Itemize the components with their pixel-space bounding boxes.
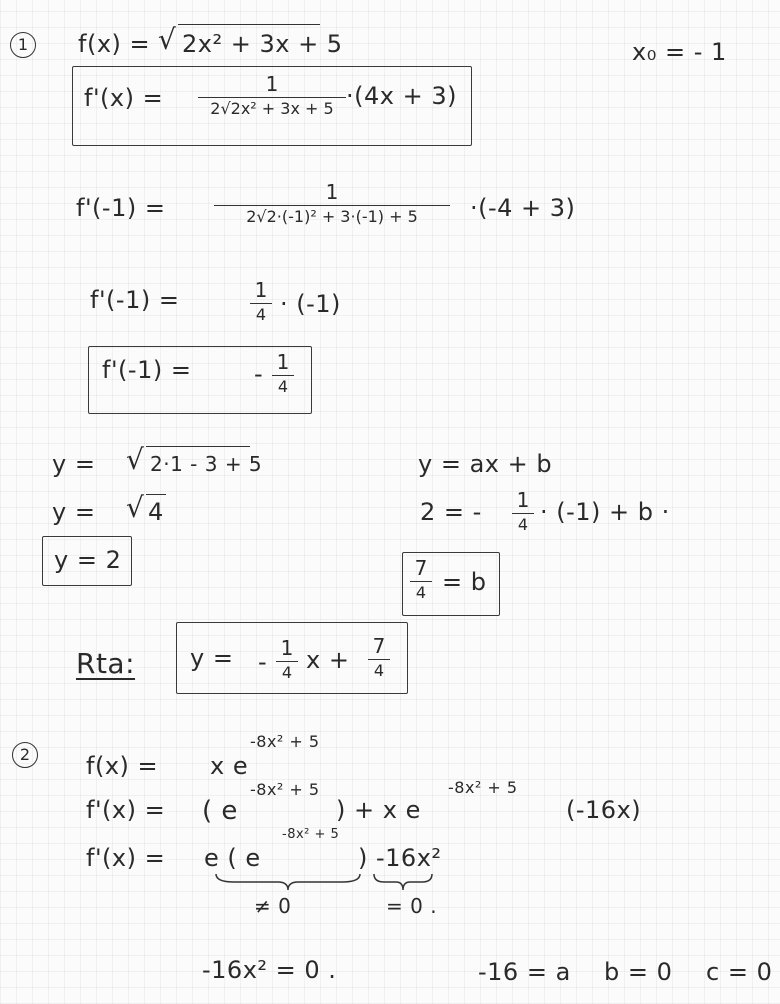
answer-intercept-fraction (368, 636, 390, 679)
fraction-line (368, 659, 390, 660)
factored-term-a: e ( e (204, 844, 261, 872)
simplified-denominator: 4 (255, 305, 267, 324)
b-rest: = b (442, 568, 487, 596)
derivative-fraction (198, 74, 346, 117)
x0-value: x₀ = - 1 (632, 38, 727, 66)
underbrace-left (214, 872, 362, 892)
slope-lhs: f'(-1) = (102, 356, 192, 384)
problem-1-number: 1 (10, 32, 36, 58)
line-equation: y = ax + b (418, 450, 553, 478)
sqrt-symbol: √ (126, 443, 145, 476)
coefficient-c: c = 0 (706, 958, 773, 986)
factored-term-a-exponent: -8x² + 5 (282, 827, 340, 842)
eval-lhs: f'(-1) = (76, 194, 166, 222)
answer-sign: - (258, 648, 268, 676)
answer-slope-numerator: 1 (280, 636, 294, 660)
fraction-line (512, 513, 534, 514)
equals-zero-label: = 0 . (386, 894, 438, 918)
b-numerator: 7 (414, 556, 428, 580)
derivative2-term-c: (-16x) (566, 796, 642, 824)
factored-lhs: f'(x) = (86, 844, 166, 872)
function2-lhs: f(x) = (86, 752, 159, 780)
problem-2-number: 2 (12, 742, 38, 768)
substitution-lhs: 2 = - (420, 498, 482, 526)
simplified-fraction (250, 280, 272, 323)
simplified-numerator: 1 (254, 278, 268, 302)
fraction-line (410, 581, 432, 582)
coefficient-b: b = 0 (604, 958, 673, 986)
fraction-line (272, 375, 294, 376)
answer-mid: x + (306, 646, 350, 674)
fraction-line (198, 97, 346, 98)
sqrt-symbol: √ (126, 491, 145, 524)
answer-label: Rta: (76, 647, 136, 680)
fraction-line (214, 205, 450, 206)
factored-term-c: -16x² (376, 844, 442, 872)
y-line-1-lhs: y = (52, 450, 96, 478)
underbrace-right (372, 872, 434, 892)
y-line-1-radicand: 2·1 - 3 + 5 (150, 452, 263, 476)
substitution-fraction (512, 490, 534, 533)
answer-slope-fraction (276, 638, 298, 681)
function-radicand: 2x² + 3x + 5 (182, 30, 343, 58)
derivative2-term-b: ) + x e (336, 796, 421, 824)
answer-lhs: y = (190, 644, 234, 672)
eval-multiplier: ·(-4 + 3) (470, 194, 576, 222)
b-denominator: 4 (415, 583, 427, 602)
derivative-numerator: 1 (265, 72, 279, 96)
sqrt-bar (178, 24, 320, 25)
slope-denominator: 4 (277, 377, 289, 396)
derivative2-lhs: f'(x) = (86, 796, 166, 824)
coefficient-a: -16 = a (478, 958, 571, 986)
fraction-line (250, 303, 272, 304)
slope-numerator: 1 (276, 350, 290, 374)
eval-denominator: 2√2·(-1)² + 3·(-1) + 5 (246, 207, 418, 226)
function2-base: x e (210, 752, 249, 780)
eval-fraction (214, 182, 450, 225)
derivative-denominator: 2√2x² + 3x + 5 (210, 99, 334, 118)
sqrt-bar (146, 446, 250, 447)
simplified-lhs: f'(-1) = (90, 286, 180, 314)
y-value: y = 2 (54, 546, 122, 574)
factored-term-b: ) (358, 844, 368, 872)
derivative2-term-a-exponent: -8x² + 5 (250, 780, 320, 799)
derivative-lhs: f'(x) = (84, 84, 164, 112)
function-lhs: f(x) = (78, 30, 151, 58)
y-line-2-lhs: y = (52, 498, 96, 526)
not-zero-label: ≠ 0 (254, 894, 292, 918)
simplified-rest: · (-1) (280, 290, 341, 318)
answer-slope-denominator: 4 (281, 663, 293, 682)
derivative2-term-b-exponent: -8x² + 5 (448, 778, 518, 797)
function2-exponent: -8x² + 5 (250, 732, 320, 751)
fraction-line (276, 661, 298, 662)
slope-fraction (272, 352, 294, 395)
sqrt-symbol: √ (158, 23, 177, 56)
sqrt-bar (146, 494, 166, 495)
b-fraction (410, 558, 432, 601)
substitution-denominator: 4 (517, 515, 529, 534)
answer-intercept-denominator: 4 (373, 661, 385, 680)
eval-numerator: 1 (325, 180, 339, 204)
derivative-multiplier: ·(4x + 3) (346, 82, 457, 110)
final-equation: -16x² = 0 . (202, 956, 337, 984)
substitution-numerator: 1 (516, 488, 530, 512)
substitution-rest: · (-1) + b · (540, 498, 670, 526)
y-line-2-radicand: 4 (148, 498, 164, 526)
answer-intercept-numerator: 7 (372, 634, 386, 658)
slope-sign: - (254, 360, 264, 388)
derivative2-term-a: ( e (202, 796, 238, 826)
